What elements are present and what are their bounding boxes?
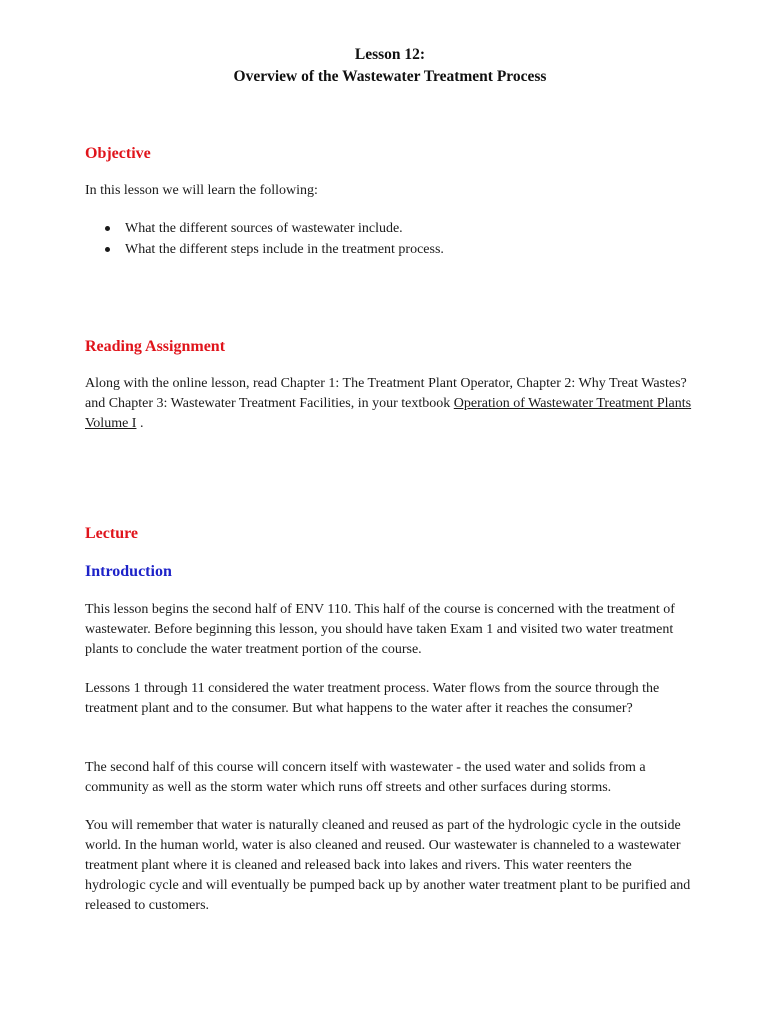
list-item-text: What the different sources of wastewater include. (125, 221, 403, 236)
reading-section (85, 336, 695, 358)
lecture-paragraph-block (85, 600, 695, 660)
introduction-heading: Introduction (85, 563, 172, 580)
bullet-icon (105, 247, 110, 252)
title-block (85, 44, 695, 88)
objective-section (85, 143, 695, 165)
reading-text: Along with the online lesson, read Chapter 1: The Treatment Plant Operator, Chapter 2: Why Treat Wastes? and Chapter 3: Wastewater Treatment Facilities, in your textbook (85, 376, 687, 411)
lecture-paragraph-block (85, 679, 695, 719)
lecture-paragraph: Lessons 1 through 11 considered the water treatment process. Water flows from the source through the treatment plant and to the consumer. But what happens to the water after it reaches the consumer? (85, 681, 660, 716)
reading-heading: Reading Assignment (85, 338, 226, 355)
objective-intro-block (85, 181, 695, 201)
introduction-section (85, 561, 695, 583)
objective-intro: In this lesson we will learn the following: (85, 183, 318, 198)
objective-heading: Objective (85, 145, 151, 162)
lecture-paragraph-block (85, 816, 695, 916)
lesson-number: Lesson 12: (354, 46, 426, 63)
lecture-paragraph-block (85, 758, 695, 798)
list-item-text: What the different steps include in the treatment process. (125, 242, 444, 257)
objective-list-block (85, 218, 695, 260)
reading-text-end: . (136, 416, 144, 431)
reading-paragraph (85, 374, 695, 434)
lecture-section (85, 523, 695, 545)
textbook-link[interactable]: Operation of Wastewater Treatment Plants Volume I (85, 396, 692, 431)
reading-text-block (85, 374, 695, 434)
bullet-icon (105, 226, 110, 231)
objective-list (85, 218, 695, 260)
list-item (85, 239, 695, 260)
list-item (85, 218, 695, 239)
lecture-paragraph: You will remember that water is naturally cleaned and reused as part of the hydrologic cycle in the outside world. In the human world, water is also cleaned and reused. Our wastewater is channeled to a wastewater treatment plant where it is cleaned and released back into lakes and rivers. This water reenters the hydrologic cycle and will eventually be pumped back up by another water treatment plant to be purified and released to customers. (85, 818, 691, 913)
page-title: Overview of the Wastewater Treatment Process (233, 68, 547, 85)
lecture-heading: Lecture (85, 525, 139, 542)
lecture-paragraph: This lesson begins the second half of ENV 110. This half of the course is concerned with the treatment of wastewater. Before beginning this lesson, you should have taken Exam 1 and visited two water treatment plants to conclude the water treatment portion of the course. (85, 602, 675, 657)
lecture-paragraph: The second half of this course will concern itself with wastewater - the used water and solids from a community as well as the storm water which runs off streets and other surfaces during storms. (85, 760, 646, 795)
